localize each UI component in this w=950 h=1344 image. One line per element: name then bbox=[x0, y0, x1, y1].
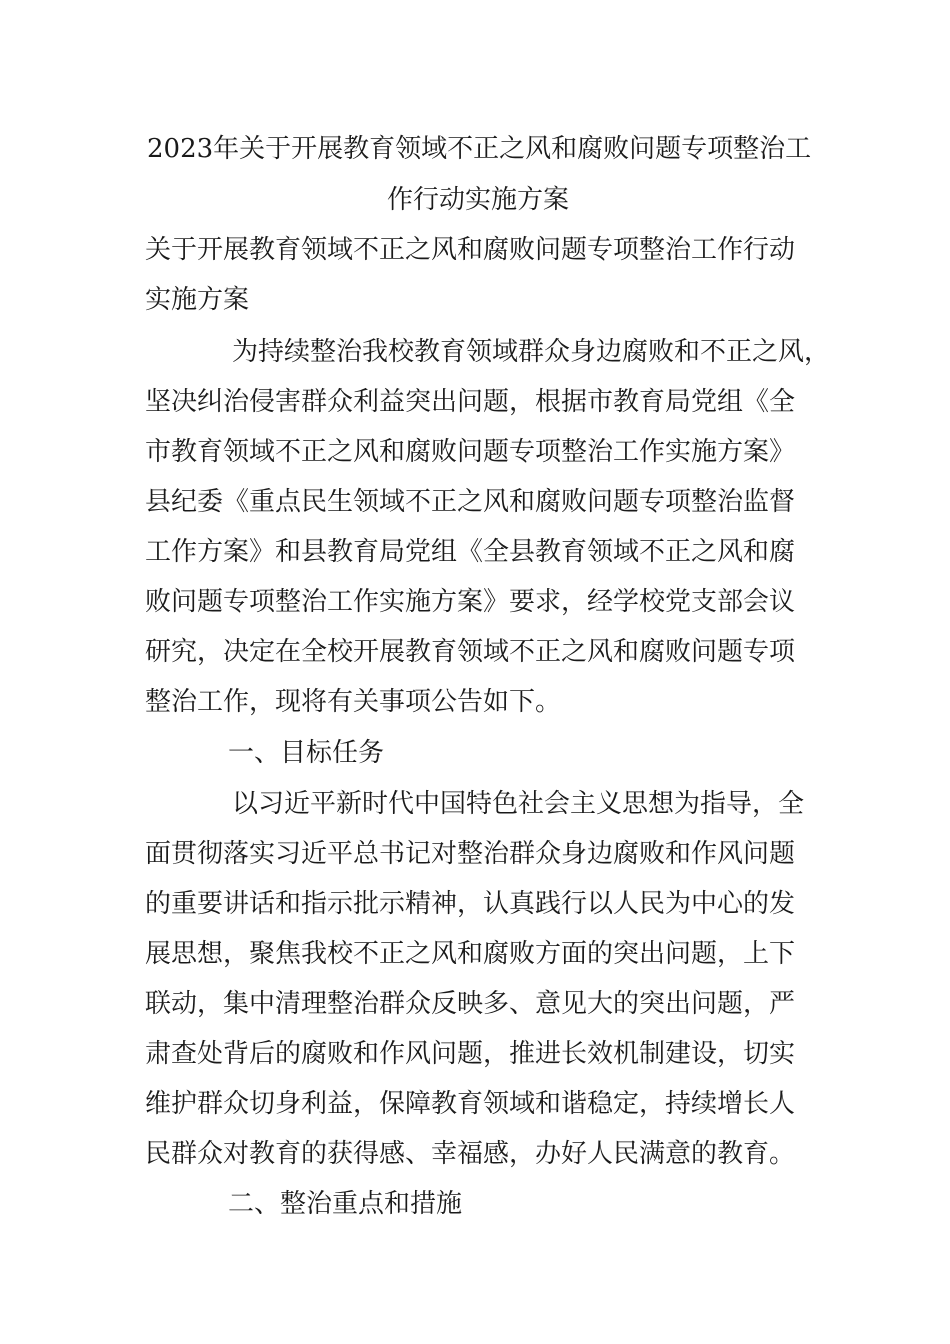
document-title-line-2: 作行动实施方案 bbox=[387, 185, 570, 215]
section-1-line-2: 面贯彻落实习近平总书记对整治群众身边腐败和作风问题 bbox=[145, 839, 796, 869]
section-2-heading: 二、整治重点和措施 bbox=[228, 1189, 463, 1219]
section-1-line-8: 民群众对教育的获得感、幸福感，办好人民满意的教育。 bbox=[145, 1139, 796, 1169]
section-1-line-5: 联动，集中清理整治群众反映多、意见大的突出问题，严 bbox=[145, 989, 796, 1019]
section-1-line-6: 肃查处背后的腐败和作风问题，推进长效机制建设，切实 bbox=[145, 1039, 796, 1069]
section-1-heading: 一、目标任务 bbox=[228, 738, 385, 768]
intro-line-8: 整治工作，现将有关事项公告如下。 bbox=[145, 687, 562, 717]
section-1-line-7: 维护群众切身利益，保障教育领域和谐稳定，持续增长人 bbox=[145, 1089, 796, 1119]
section-1-line-1: 以习近平新时代中国特色社会主义思想为指导，全 bbox=[232, 789, 805, 819]
intro-line-4: 县纪委《重点民生领域不正之风和腐败问题专项整治监督 bbox=[145, 487, 796, 517]
subtitle-line-1: 关于开展教育领域不正之风和腐败问题专项整治工作行动 bbox=[145, 235, 796, 265]
document-title-line-1: 2023年关于开展教育领域不正之风和腐败问题专项整治工 bbox=[147, 134, 812, 164]
intro-line-3: 市教育领域不正之风和腐败问题专项整治工作实施方案》 bbox=[145, 437, 796, 467]
intro-line-7: 研究，决定在全校开展教育领域不正之风和腐败问题专项 bbox=[145, 637, 796, 667]
intro-line-5: 工作方案》和县教育局党组《全县教育领域不正之风和腐 bbox=[145, 537, 796, 567]
intro-line-1: 为持续整治我校教育领域群众身边腐败和不正之风， bbox=[232, 337, 831, 367]
section-1-line-3: 的重要讲话和指示批示精神，认真践行以人民为中心的发 bbox=[145, 889, 796, 919]
intro-line-2: 坚决纠治侵害群众利益突出问题，根据市教育局党组《全 bbox=[145, 387, 796, 417]
subtitle-line-2: 实施方案 bbox=[145, 285, 250, 315]
intro-line-6: 败问题专项整治工作实施方案》要求，经学校党支部会议 bbox=[145, 587, 796, 617]
section-1-line-4: 展思想，聚焦我校不正之风和腐败方面的突出问题，上下 bbox=[145, 939, 796, 969]
